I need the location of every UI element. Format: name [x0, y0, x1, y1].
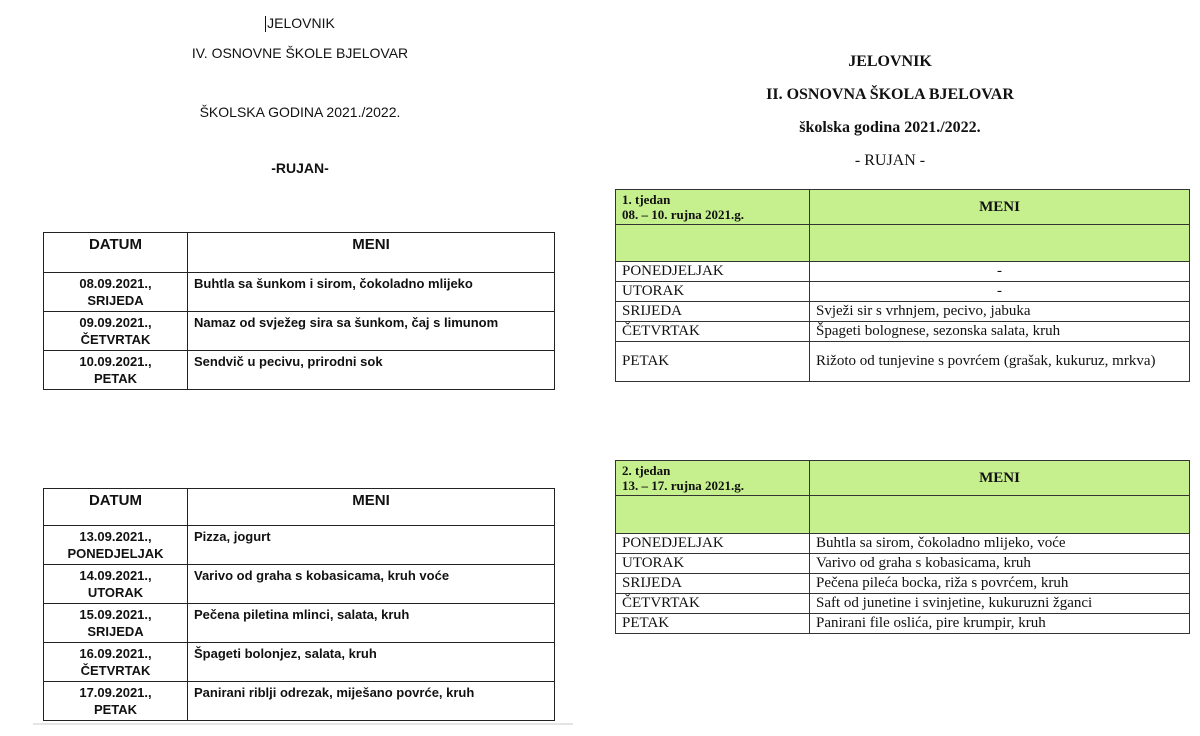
right-year: školska godina 2021./2022.: [799, 119, 981, 136]
green-spacer-row: [616, 225, 1190, 262]
date-cell: [44, 565, 188, 604]
left-title-text: JELOVNIK: [267, 15, 335, 31]
day-text: PETAK: [93, 371, 138, 386]
table-row: [44, 565, 555, 604]
left-menu-table-week2: [43, 488, 555, 721]
menu-cell: -: [810, 282, 1190, 302]
day-cell: SRIJEDA: [616, 302, 810, 322]
date-cell: [44, 273, 188, 312]
column-header-menu: MENI: [188, 233, 555, 273]
menu-cell: Špageti bolonjez, salata, kruh: [188, 643, 555, 682]
date-cell: [44, 351, 188, 390]
table-row: [616, 594, 1190, 614]
menu-cell: Rižoto od tunjevine s povrćem (grašak, kukuruz, mrkva): [810, 342, 1190, 382]
week-label: 1. tjedan: [622, 192, 671, 207]
day-cell: PONEDJELJAK: [616, 262, 810, 282]
day-cell: UTORAK: [616, 554, 810, 574]
column-header-menu: MENI: [188, 489, 555, 526]
date-cell: [44, 682, 188, 721]
day-text: UTORAK: [87, 585, 144, 600]
green-spacer-cell: [616, 496, 810, 534]
column-header-date: DATUM: [44, 489, 188, 526]
date-text: 14.09.2021.,: [79, 568, 152, 583]
day-cell: PETAK: [616, 342, 810, 382]
table-row: [616, 282, 1190, 302]
date-cell: [44, 312, 188, 351]
table-row: [44, 643, 555, 682]
column-header-menu: MENI: [810, 190, 1190, 225]
table-row: [616, 322, 1190, 342]
table-header-row: [44, 489, 555, 526]
day-cell: UTORAK: [616, 282, 810, 302]
left-school: IV. OSNOVNE ŠKOLE BJELOVAR: [191, 45, 409, 61]
column-header-date: DATUM: [44, 233, 188, 273]
left-menu-table-week1: [43, 232, 555, 390]
date-text: 13.09.2021.,: [79, 529, 152, 544]
green-spacer-row: [616, 496, 1190, 534]
date-text: 15.09.2021.,: [79, 607, 152, 622]
right-menu-table-week1: [615, 189, 1190, 382]
week-label-cell: [616, 190, 810, 225]
left-month: -RUJAN-: [271, 160, 329, 176]
table-row: [44, 604, 555, 643]
date-cell: [44, 604, 188, 643]
week-header-row: [616, 461, 1190, 496]
table-row: [44, 273, 555, 312]
page-bottom-edge: [33, 723, 573, 725]
menu-cell: Varivo od graha s kobasicama, kruh voće: [188, 565, 555, 604]
menu-cell: Buhtla sa sirom, čokoladno mlijeko, voće: [810, 534, 1190, 554]
green-spacer-cell: [616, 225, 810, 262]
date-text: 16.09.2021.,: [79, 646, 152, 661]
week-label-cell: [616, 461, 810, 496]
day-cell: ČETVRTAK: [616, 322, 810, 342]
day-text: SRIJEDA: [87, 293, 144, 308]
date-cell: [44, 526, 188, 565]
menu-cell: Sendvič u pecivu, prirodni sok: [188, 351, 555, 390]
day-text: ČETVRTAK: [80, 332, 151, 347]
day-text: PETAK: [93, 702, 138, 717]
day-cell: PETAK: [616, 614, 810, 634]
green-spacer-cell: [810, 496, 1190, 534]
week-date-range: 08. – 10. rujna 2021.g.: [622, 207, 745, 222]
column-header-menu: MENI: [810, 461, 1190, 496]
menu-cell: Buhtla sa šunkom i sirom, čokoladno mlijeko: [188, 273, 555, 312]
day-text: SRIJEDA: [87, 624, 144, 639]
week-header-row: [616, 190, 1190, 225]
menu-cell: Saft od junetine i svinjetine, kukuruzni žganci: [810, 594, 1190, 614]
table-row: [44, 312, 555, 351]
table-row: [616, 614, 1190, 634]
week-date-range: 13. – 17. rujna 2021.g.: [622, 478, 745, 493]
day-text: PONEDJELJAK: [67, 546, 164, 561]
menu-cell: Pečena piletina mlinci, salata, kruh: [188, 604, 555, 643]
date-text: 17.09.2021.,: [79, 685, 152, 700]
right-menu-table-week2: [615, 460, 1190, 634]
week-label: 2. tjedan: [622, 463, 671, 478]
date-text: 10.09.2021.,: [79, 354, 152, 369]
right-school: II. OSNOVNA ŠKOLA BJELOVAR: [766, 86, 1014, 103]
date-text: 08.09.2021.,: [79, 276, 152, 291]
table-row: [44, 682, 555, 721]
table-row: [44, 526, 555, 565]
right-month: - RUJAN -: [854, 152, 926, 169]
date-cell: [44, 643, 188, 682]
table-row: [616, 534, 1190, 554]
table-row: [616, 302, 1190, 322]
day-cell: ČETVRTAK: [616, 594, 810, 614]
day-cell: SRIJEDA: [616, 574, 810, 594]
table-row: [616, 262, 1190, 282]
table-row: [616, 574, 1190, 594]
menu-cell: Pizza, jogurt: [188, 526, 555, 565]
menu-cell: Varivo od graha s kobasicama, kruh: [810, 554, 1190, 574]
table-row: [616, 342, 1190, 382]
menu-cell: Pečena pileća bocka, riža s povrćem, kruh: [810, 574, 1190, 594]
text-cursor: [265, 16, 266, 32]
table-header-row: [44, 233, 555, 273]
menu-cell: Panirani riblji odrezak, miješano povrće, kruh: [188, 682, 555, 721]
table-row: [44, 351, 555, 390]
green-spacer-cell: [810, 225, 1190, 262]
menu-cell: -: [810, 262, 1190, 282]
left-title: [0, 15, 600, 32]
menu-cell: Panirani file oslića, pire krumpir, kruh: [810, 614, 1190, 634]
left-year: ŠKOLSKA GODINA 2021./2022.: [199, 104, 401, 120]
day-cell: PONEDJELJAK: [616, 534, 810, 554]
table-row: [616, 554, 1190, 574]
menu-cell: Špageti bolognese, sezonska salata, kruh: [810, 322, 1190, 342]
menu-cell: Namaz od svježeg sira sa šunkom, čaj s limunom: [188, 312, 555, 351]
menu-cell: Svježi sir s vrhnjem, pecivo, jabuka: [810, 302, 1190, 322]
right-title: JELOVNIK: [848, 53, 932, 70]
date-text: 09.09.2021.,: [79, 315, 152, 330]
day-text: ČETVRTAK: [80, 663, 151, 678]
